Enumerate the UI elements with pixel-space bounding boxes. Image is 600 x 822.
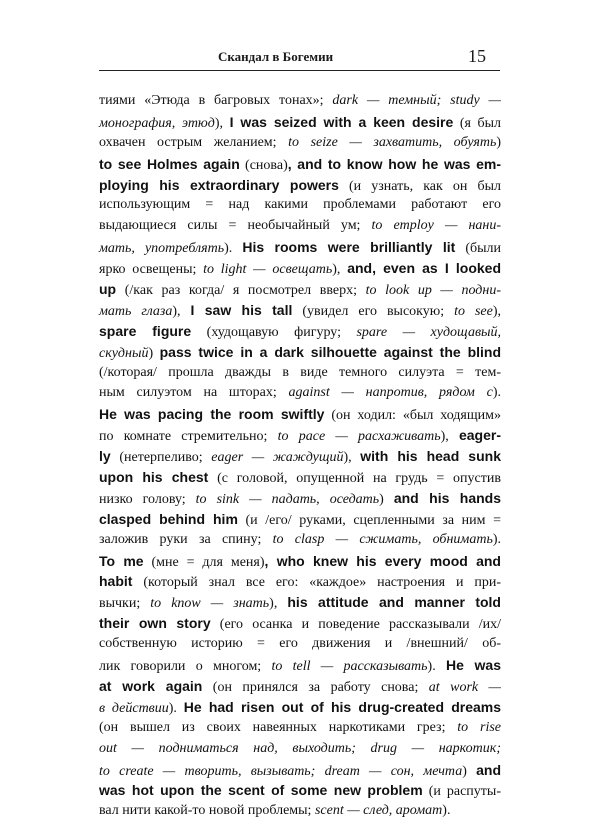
text-line bbox=[99, 112, 501, 133]
english-text: and, even as I looked bbox=[347, 260, 501, 277]
vocab-gloss: to rise bbox=[457, 719, 501, 735]
vocab-gloss: to see bbox=[454, 303, 493, 319]
translation-text: (с головой, опущенной на грудь = опустив bbox=[208, 471, 501, 487]
vocab-gloss: в действии bbox=[99, 700, 169, 716]
translation-text: ). bbox=[168, 700, 184, 716]
translation-text: (он вышел из своих навеянных наркотиками грез; bbox=[99, 719, 458, 735]
vocab-gloss: to clasp — сжимать, обнимать bbox=[272, 531, 493, 547]
text-line bbox=[99, 467, 501, 488]
translation-text: (его осанка и поведение рассказывали /их/ bbox=[210, 617, 501, 633]
translation-text: ) bbox=[148, 345, 160, 361]
english-text: with his head sunk bbox=[360, 448, 501, 465]
vocab-gloss: to tell — рассказывать bbox=[271, 659, 428, 675]
text-line bbox=[99, 342, 501, 363]
translation-text: ), bbox=[172, 303, 191, 319]
vocab-gloss: out — подниматься над, выходить; drug — наркотик; bbox=[99, 740, 501, 756]
english-text: was hot upon the scent of some new problem bbox=[99, 782, 423, 799]
vocab-gloss: мать, употреблять bbox=[99, 241, 225, 257]
translation-text: (и узнать, как он был bbox=[338, 178, 501, 194]
english-text: He had risen out of his drug-created dreams bbox=[183, 698, 501, 715]
translation-text: ) bbox=[462, 763, 477, 779]
translation-text: вал нити какой-то новой проблемы; bbox=[99, 803, 315, 819]
translation-text: ). bbox=[442, 803, 451, 819]
text-line bbox=[99, 195, 501, 216]
translation-text: ), bbox=[440, 429, 459, 445]
translation-text: ) bbox=[379, 491, 394, 507]
translation-text: (снова) bbox=[239, 157, 288, 173]
text-line bbox=[99, 760, 501, 781]
vocab-gloss: to seize — захватить, обуять bbox=[288, 134, 497, 150]
translation-text: охвачен острым желанием; bbox=[99, 134, 289, 150]
translation-text: (который знал все его: «каждое» настроения и при- bbox=[132, 575, 501, 591]
text-line bbox=[99, 551, 501, 572]
text-line bbox=[99, 258, 501, 279]
translation-text: ), bbox=[332, 262, 348, 278]
translation-text: (увидел его высокую; bbox=[292, 303, 455, 319]
translation-text: (/которая/ прошла дважды в виде темного силуэта = тем- bbox=[99, 364, 501, 380]
translation-text: (и распуты- bbox=[422, 784, 501, 800]
vocab-gloss: to know — знать bbox=[150, 596, 270, 612]
english-text: spare figure bbox=[99, 322, 192, 339]
vocab-gloss: to sink — падать, оседать bbox=[195, 491, 380, 507]
translation-text: тиями «Этюда в багровых тонах»; bbox=[99, 93, 333, 108]
english-text: habit bbox=[99, 573, 133, 590]
text-line bbox=[99, 718, 501, 739]
translation-text: ). bbox=[427, 659, 446, 675]
text-line bbox=[99, 154, 501, 175]
english-text: pass twice in a dark silhouette against the blind bbox=[159, 343, 502, 360]
english-text: He was bbox=[445, 657, 501, 674]
text-line bbox=[99, 634, 501, 655]
text-line bbox=[99, 300, 501, 321]
vocab-gloss: scent — след, аромат bbox=[314, 803, 443, 819]
english-text: ploying his extraordinary powers bbox=[99, 176, 339, 193]
translation-text: (худощавую фигуру; bbox=[191, 324, 357, 340]
translation-text: ). bbox=[492, 385, 501, 401]
text-line bbox=[99, 446, 501, 467]
text-line bbox=[99, 571, 501, 592]
english-text: I saw his tall bbox=[190, 301, 293, 318]
translation-text: (он принялся за работу снова; bbox=[202, 679, 429, 695]
translation-text: ), bbox=[492, 303, 501, 319]
translation-text: ). bbox=[224, 241, 243, 257]
translation-text: ), bbox=[214, 115, 230, 131]
english-text: , and to know how he was em- bbox=[287, 155, 501, 172]
vocab-gloss: at work — bbox=[428, 679, 502, 695]
translation-text: (нетерпеливо; bbox=[110, 450, 212, 466]
text-line bbox=[99, 488, 501, 509]
vocab-gloss: мать глаза bbox=[99, 303, 173, 319]
header-rule bbox=[99, 70, 500, 71]
translation-text: ), bbox=[269, 596, 288, 612]
text-line bbox=[99, 739, 501, 760]
translation-text: (/как раз когда/ я посмотрел вверх; bbox=[116, 283, 366, 299]
page-number: 15 bbox=[468, 46, 486, 66]
english-text: He was pacing the room swiftly bbox=[99, 406, 325, 423]
vocab-gloss: against — напротив, рядом с bbox=[288, 385, 493, 401]
translation-text: по комнате стремительно; bbox=[99, 429, 278, 445]
translation-text: (я был bbox=[453, 115, 501, 131]
text-line bbox=[99, 279, 501, 300]
text-line bbox=[99, 509, 501, 530]
translation-text: ), bbox=[343, 450, 361, 466]
vocab-gloss: spare — худощавый, bbox=[356, 324, 501, 340]
english-text: His rooms were brilliantly lit bbox=[242, 239, 456, 256]
text-line bbox=[99, 592, 501, 613]
english-text: and his hands bbox=[393, 489, 501, 506]
translation-text: (и /его/ руками, сцепленными за ним = bbox=[237, 512, 501, 528]
text-line bbox=[99, 801, 501, 822]
english-text: eager- bbox=[458, 427, 501, 444]
text-line bbox=[99, 321, 501, 342]
text-line bbox=[99, 91, 501, 112]
translation-text: лик говорили о многом; bbox=[99, 659, 272, 675]
text-line bbox=[99, 676, 501, 697]
english-text: To me bbox=[99, 552, 144, 569]
vocab-gloss: to create — творить, вызывать; dream — сон, мечта bbox=[99, 763, 463, 779]
text-line bbox=[99, 780, 501, 801]
text-line bbox=[99, 404, 501, 425]
running-header-title: Скандал в Богемии bbox=[218, 49, 334, 64]
translation-text: ) bbox=[496, 134, 501, 150]
text-line bbox=[99, 697, 501, 718]
text-line bbox=[99, 175, 501, 196]
english-text: his attitude and manner told bbox=[287, 594, 501, 611]
vocab-gloss: eager — жаждущий bbox=[211, 450, 344, 466]
english-text: I was seized with a keen desire bbox=[229, 113, 454, 130]
translation-text: заложив руки за спину; bbox=[99, 531, 273, 547]
text-line bbox=[99, 655, 501, 676]
vocab-gloss: to look up — подни- bbox=[365, 283, 502, 299]
vocab-gloss: to pace — расхаживать bbox=[277, 429, 441, 445]
english-text: , who knew his every mood and bbox=[264, 552, 501, 569]
vocab-gloss: to light — освещать bbox=[203, 262, 333, 278]
english-text: up bbox=[99, 281, 117, 298]
vocab-gloss: to employ — нани- bbox=[371, 218, 501, 234]
english-text: their own story bbox=[99, 615, 211, 632]
english-text: upon his chest bbox=[99, 469, 209, 486]
body-text bbox=[99, 91, 501, 822]
translation-text: вычки; bbox=[99, 596, 151, 612]
text-line bbox=[99, 363, 501, 384]
translation-text: собственную историю = его движения и /внешний/ об- bbox=[99, 636, 501, 652]
text-line bbox=[99, 216, 501, 237]
translation-text: ным силуэтом на шторах; bbox=[99, 385, 289, 401]
translation-text: выдающиеся силы = необычайный ум; bbox=[99, 218, 372, 234]
text-line bbox=[99, 530, 501, 551]
vocab-gloss: скудный bbox=[99, 345, 149, 361]
english-text: at work again bbox=[99, 677, 203, 694]
english-text: to see Holmes again bbox=[99, 155, 240, 172]
translation-text: использующим = над какими проблемами работают его bbox=[99, 197, 501, 213]
translation-text: ). bbox=[492, 531, 501, 547]
english-text: and bbox=[476, 761, 501, 778]
text-line bbox=[99, 237, 501, 258]
translation-text: (он ходил: «был ходящим» bbox=[324, 408, 501, 424]
text-line bbox=[99, 133, 501, 154]
text-line bbox=[99, 613, 501, 634]
english-text: clasped behind him bbox=[99, 510, 238, 527]
translation-text: (были bbox=[455, 241, 501, 257]
vocab-gloss: dark — темный; study — bbox=[332, 93, 501, 108]
text-line bbox=[99, 383, 501, 404]
vocab-gloss: монография, этюд bbox=[99, 115, 215, 131]
text-line bbox=[99, 425, 501, 446]
translation-text: (мне = для меня) bbox=[143, 554, 265, 570]
english-text: ly bbox=[99, 448, 111, 465]
translation-text: низко голову; bbox=[99, 491, 196, 507]
translation-text: ярко освещены; bbox=[99, 262, 204, 278]
